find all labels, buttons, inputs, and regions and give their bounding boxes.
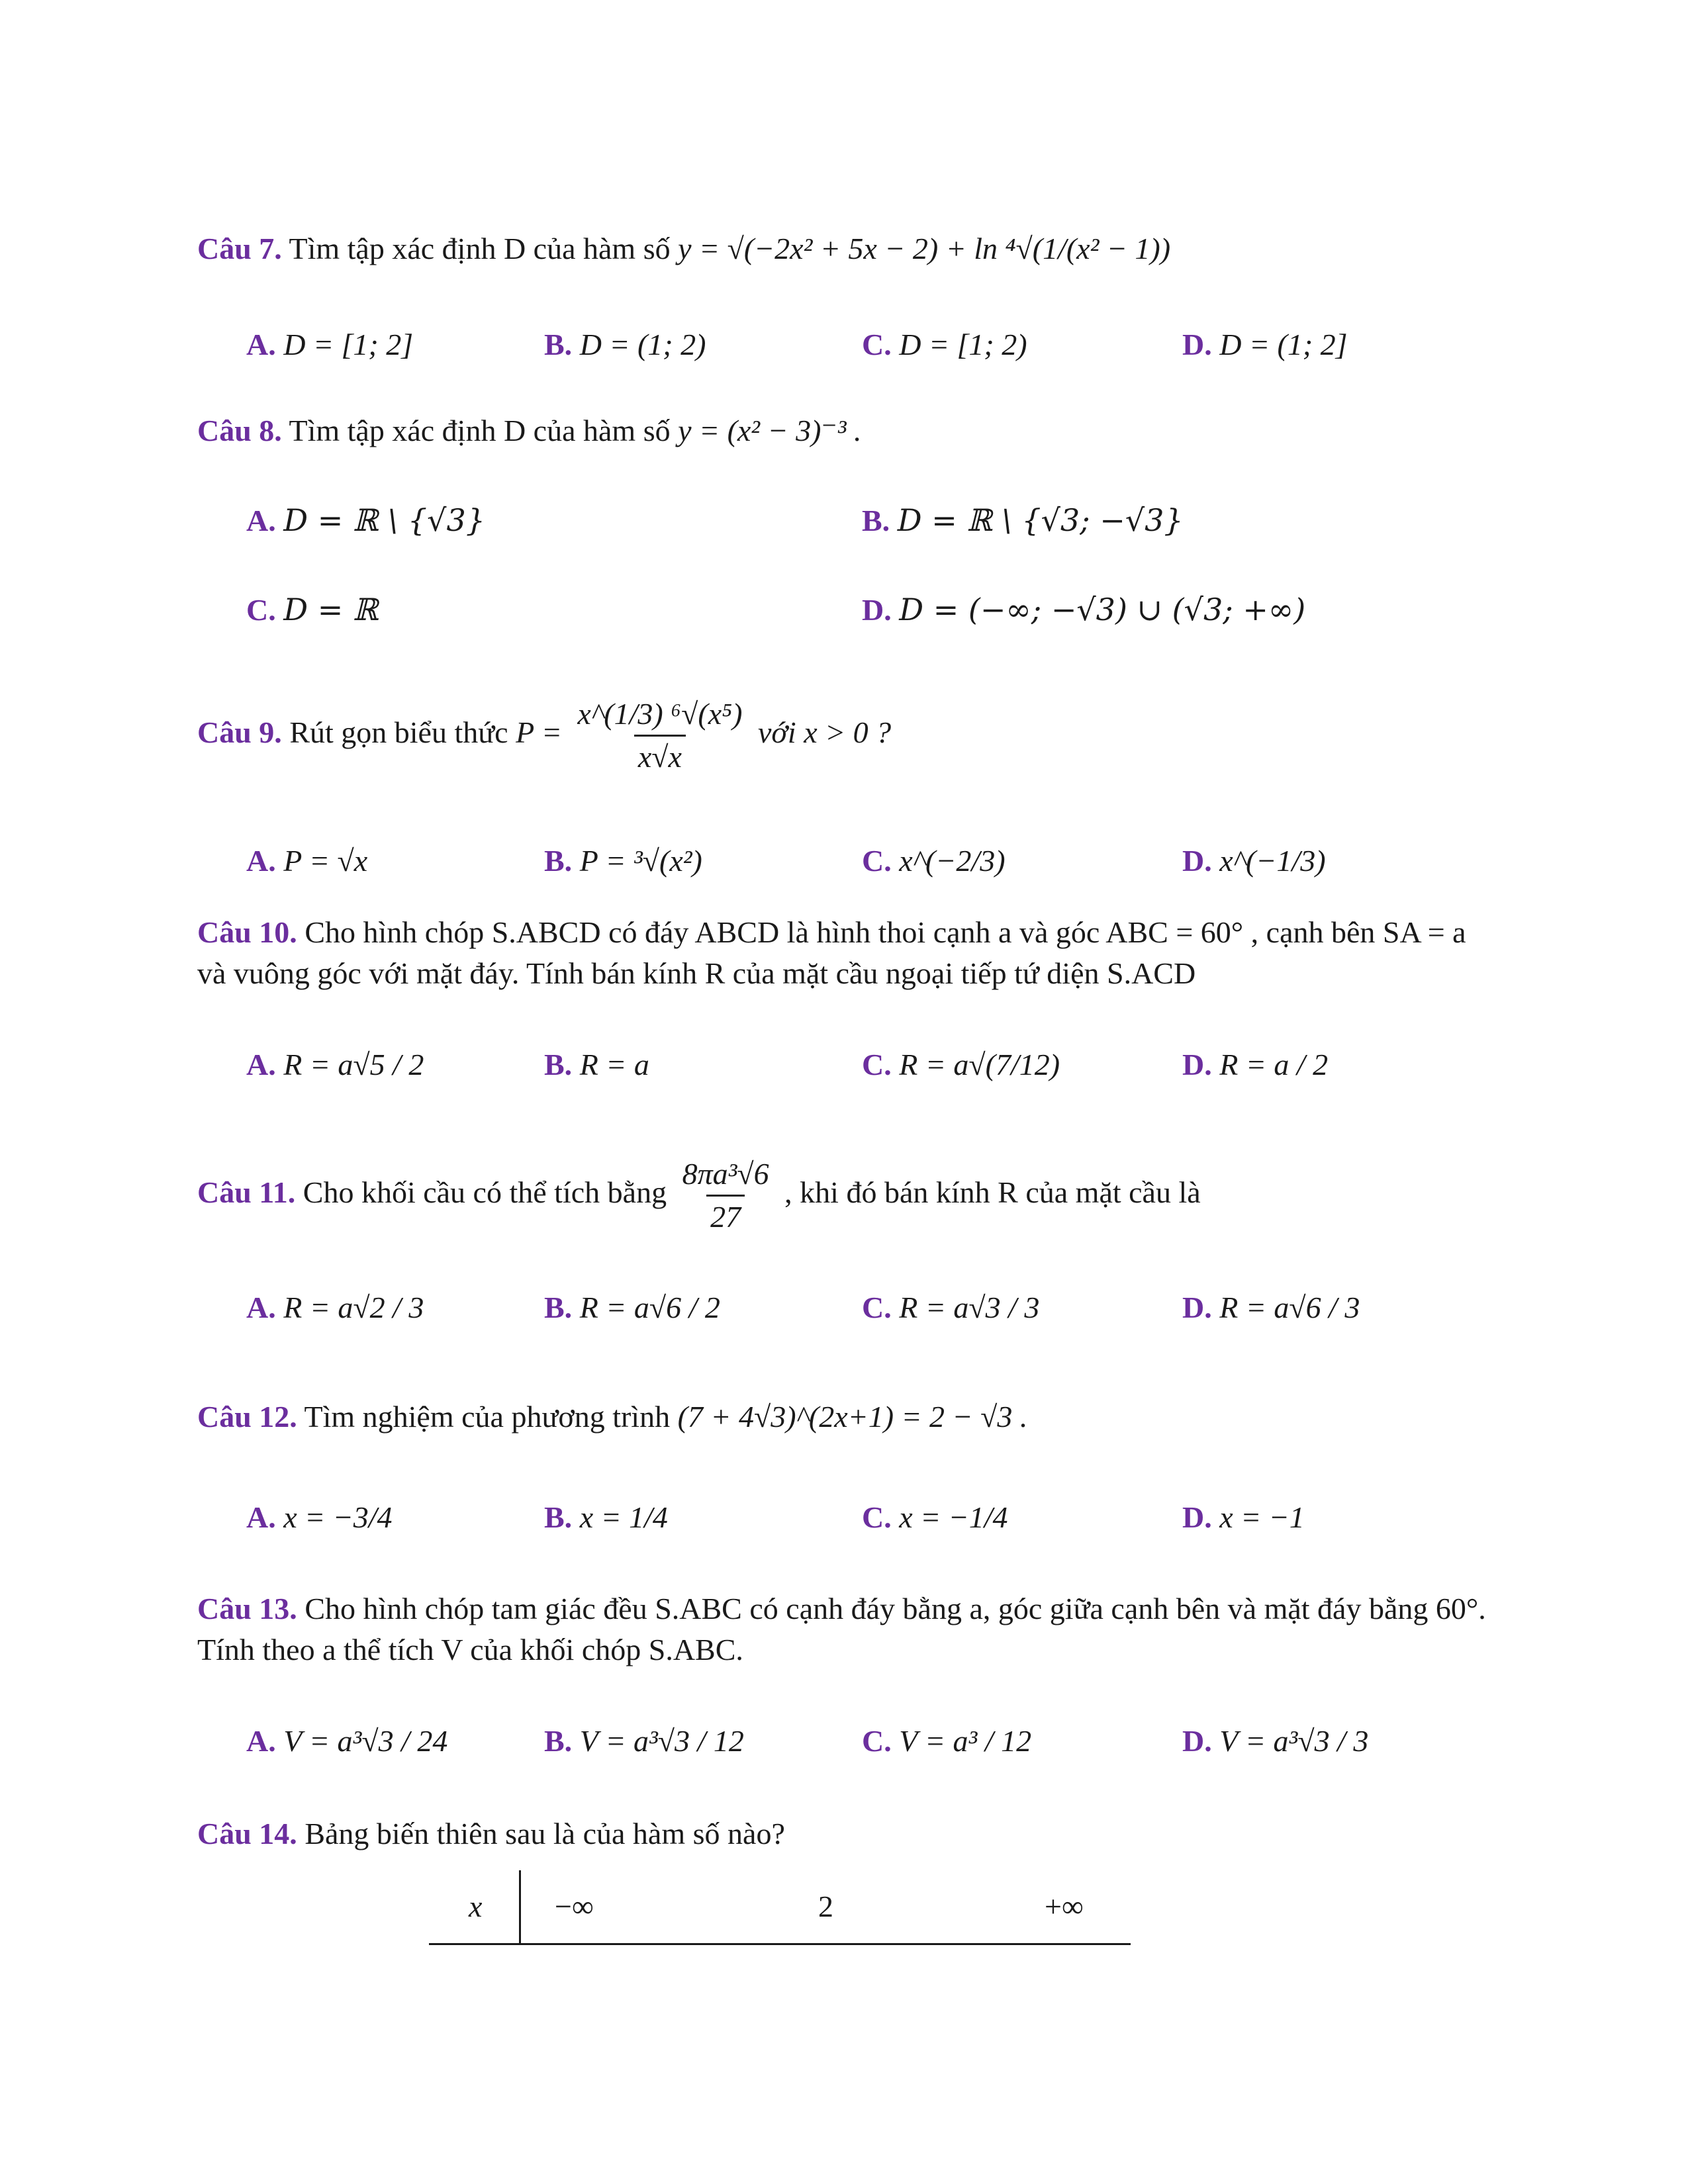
- question-13: [197, 1588, 1495, 1670]
- numerator: x^(1/3) ⁶√(x⁵): [577, 697, 743, 731]
- option-text: D = (−∞; −√3) ∪ (√3; +∞): [899, 592, 1306, 627]
- option-letter: C.: [862, 328, 892, 361]
- table-divider: [519, 1870, 521, 1943]
- option-text: D = (1; 2]: [1219, 328, 1348, 361]
- option-letter: B.: [544, 844, 573, 878]
- option-letter: A.: [246, 844, 276, 878]
- option-a: [246, 1497, 393, 1538]
- option-b: [544, 1497, 668, 1538]
- option-c: [862, 1044, 1060, 1085]
- option-letter: C.: [246, 593, 276, 627]
- option-text: x = 1/4: [579, 1500, 668, 1534]
- formula: (7 + 4√3)^(2x+1) = 2 − √3 .: [677, 1400, 1028, 1433]
- option-letter: B.: [544, 1500, 573, 1534]
- option-letter: B.: [544, 1724, 573, 1758]
- option-text: R = a√6 / 3: [1219, 1291, 1360, 1324]
- option-d: [862, 589, 1305, 631]
- question-8: [197, 410, 1495, 451]
- option-text: R = a√(7/12): [899, 1048, 1060, 1081]
- option-d: [1182, 324, 1348, 365]
- option-text: P = √x: [283, 844, 368, 878]
- option-b: [544, 1287, 720, 1328]
- question-text: Cho khối cầu có thể tích bằng: [303, 1175, 667, 1210]
- denominator: x√x: [634, 735, 686, 776]
- option-text: P = ³√(x²): [579, 844, 702, 878]
- option-text: D = [1; 2]: [283, 328, 414, 361]
- question-9: [197, 695, 1495, 776]
- option-b: [544, 1721, 744, 1762]
- question-label: Câu 8.: [197, 414, 282, 447]
- option-text: R = a√2 / 3: [283, 1291, 424, 1324]
- option-text: D = ℝ \ {√3}: [283, 502, 485, 538]
- formula-lhs: P =: [516, 715, 562, 750]
- option-b: [544, 1044, 649, 1085]
- option-letter: A.: [246, 504, 276, 537]
- option-letter: D.: [1182, 1724, 1212, 1758]
- option-c: [862, 1497, 1008, 1538]
- option-text: R = a: [579, 1048, 649, 1081]
- option-letter: A.: [246, 1048, 276, 1081]
- question-text: Tìm nghiệm của phương trình: [304, 1400, 671, 1433]
- option-letter: A.: [246, 1724, 276, 1758]
- question-label: Câu 11.: [197, 1175, 296, 1210]
- option-text: V = a³ / 12: [899, 1724, 1032, 1758]
- option-letter: B.: [544, 328, 573, 361]
- question-10: [197, 912, 1495, 994]
- option-c: [862, 841, 1006, 882]
- option-text: x = −1/4: [899, 1500, 1008, 1534]
- option-text: D = ℝ \ {√3; −√3}: [897, 502, 1184, 538]
- option-letter: D.: [862, 593, 892, 627]
- option-d: [1182, 841, 1326, 882]
- formula-tail: với x > 0 ?: [757, 715, 892, 750]
- option-letter: C.: [862, 1048, 892, 1081]
- option-letter: D.: [1182, 328, 1212, 361]
- question-12: [197, 1396, 1495, 1437]
- question-text: Cho hình chóp S.ABCD có đáy ABCD là hình thoi cạnh a và góc ABC = 60° , cạnh bên SA = a và vuông góc với mặt đáy. Tính bán kính R của mặt cầu ngoại tiếp tứ diện S.ACD: [197, 915, 1466, 990]
- option-letter: D.: [1182, 1048, 1212, 1081]
- option-letter: C.: [862, 1291, 892, 1324]
- option-text: R = a / 2: [1219, 1048, 1329, 1081]
- option-text: V = a³√3 / 3: [1219, 1724, 1369, 1758]
- question-7: [197, 228, 1495, 269]
- option-b: [544, 841, 702, 882]
- option-letter: C.: [862, 1724, 892, 1758]
- question-text: Bảng biến thiên sau là của hàm số nào?: [305, 1817, 785, 1850]
- option-text: V = a³√3 / 12: [579, 1724, 744, 1758]
- option-letter: C.: [862, 1500, 892, 1534]
- option-letter: A.: [246, 328, 276, 361]
- option-letter: D.: [1182, 844, 1212, 878]
- variation-table: [429, 1870, 1131, 1945]
- option-c: [862, 324, 1027, 365]
- question-label: Câu 9.: [197, 715, 282, 750]
- option-d: [1182, 1497, 1305, 1538]
- option-a: [246, 1044, 424, 1085]
- option-letter: B.: [544, 1291, 573, 1324]
- option-letter: B.: [544, 1048, 573, 1081]
- question-label: Câu 13.: [197, 1592, 297, 1625]
- option-letter: C.: [862, 844, 892, 878]
- option-a: [246, 324, 413, 365]
- denominator: 27: [706, 1195, 745, 1236]
- option-text: D = ℝ: [283, 592, 379, 627]
- question-text-after: , khi đó bán kính R của mặt cầu là: [784, 1175, 1201, 1210]
- option-d: [1182, 1721, 1368, 1762]
- option-text: D = (1; 2): [579, 328, 706, 361]
- option-text: D = [1; 2): [899, 328, 1027, 361]
- question-label: Câu 14.: [197, 1817, 297, 1850]
- question-label: Câu 7.: [197, 232, 282, 265]
- formula: y = (x² − 3)⁻³ .: [678, 414, 862, 447]
- table-value-pos-inf: +∞: [1045, 1889, 1084, 1923]
- option-c: [862, 1721, 1031, 1762]
- question-14: [197, 1813, 1495, 1854]
- option-b: [862, 500, 1184, 541]
- option-text: x = −3/4: [283, 1500, 393, 1534]
- fraction: [573, 695, 746, 776]
- option-a: [246, 841, 367, 882]
- option-letter: D.: [1182, 1291, 1212, 1324]
- question-label: Câu 10.: [197, 915, 297, 949]
- option-a: [246, 500, 485, 541]
- option-a: [246, 1721, 447, 1762]
- option-c: [862, 1287, 1039, 1328]
- question-text: Cho hình chóp tam giác đều S.ABC có cạnh đáy bằng a, góc giữa cạnh bên và mặt đáy bằng 60°. Tính theo a thể tích V của khối chóp S.ABC.: [197, 1592, 1486, 1666]
- option-letter: D.: [1182, 1500, 1212, 1534]
- question-label: Câu 12.: [197, 1400, 297, 1433]
- option-c: [246, 589, 378, 631]
- option-text: R = a√6 / 2: [579, 1291, 720, 1324]
- table-value-two: 2: [818, 1889, 833, 1923]
- volume-fraction: [679, 1155, 773, 1236]
- question-11: [197, 1155, 1495, 1236]
- option-d: [1182, 1287, 1360, 1328]
- option-text: R = a√5 / 2: [283, 1048, 424, 1081]
- numerator: 8πa³√6: [682, 1157, 769, 1191]
- option-d: [1182, 1044, 1328, 1085]
- formula: y = √(−2x² + 5x − 2) + ln ⁴√(1/(x² − 1)): [678, 232, 1171, 265]
- question-text: Rút gọn biểu thức: [289, 715, 508, 750]
- question-text: Tìm tập xác định D của hàm số: [289, 414, 671, 447]
- option-letter: A.: [246, 1500, 276, 1534]
- option-b: [544, 324, 706, 365]
- table-variable: x: [469, 1889, 483, 1923]
- option-letter: B.: [862, 504, 890, 537]
- option-text: x^(−1/3): [1219, 844, 1326, 878]
- option-a: [246, 1287, 424, 1328]
- option-text: x = −1: [1219, 1500, 1305, 1534]
- option-text: V = a³√3 / 24: [283, 1724, 448, 1758]
- option-letter: A.: [246, 1291, 276, 1324]
- table-value-neg-inf: −∞: [555, 1889, 594, 1923]
- option-text: x^(−2/3): [899, 844, 1006, 878]
- option-text: R = a√3 / 3: [899, 1291, 1040, 1324]
- question-text: Tìm tập xác định D của hàm số: [289, 232, 671, 265]
